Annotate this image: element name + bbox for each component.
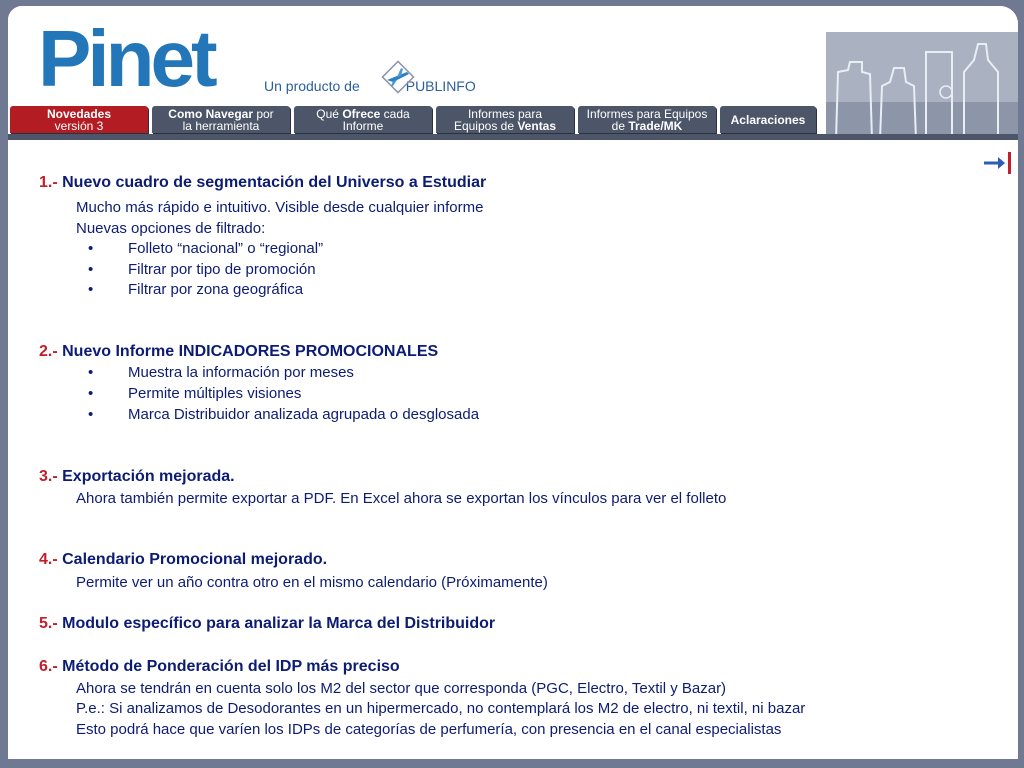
section-title: Nuevo Informe INDICADORES PROMOCIONALES	[62, 343, 439, 360]
tab-label: Novedades	[46, 106, 112, 121]
section-number: 5.-	[39, 615, 58, 632]
section-5-heading	[39, 615, 495, 633]
bullet-glyph: •	[88, 406, 94, 423]
tab-sublabel	[578, 120, 716, 132]
section-6-line: Ahora se tendrán en cuenta solo los M2 del sector que corresponda (PGC, Electro, Textil y Bazar)	[76, 680, 727, 697]
header	[8, 6, 1018, 140]
list-item-text: Filtrar por tipo de promoción	[128, 261, 316, 278]
section-title: Calendario Promocional mejorado.	[62, 551, 328, 568]
bullet-glyph: •	[88, 385, 94, 402]
tab-label	[294, 108, 432, 120]
tab-aclaraciones[interactable]	[720, 106, 816, 133]
tab-label: Aclaraciones	[730, 112, 806, 127]
section-3-heading	[39, 468, 235, 486]
tab-label-bold: Ofrece	[342, 106, 381, 121]
list-item-text: Permite múltiples visiones	[128, 385, 302, 402]
section-number: 2.-	[39, 343, 58, 360]
bullet-glyph: •	[88, 261, 94, 278]
tab-informes-trade-mk[interactable]	[578, 106, 716, 133]
bottles-illustration	[826, 32, 1018, 140]
tab-sublabel: Informe	[342, 118, 384, 133]
list-item-text: Marca Distribuidor analizada agrupada o desglosada	[128, 406, 480, 423]
tab-novedades[interactable]	[10, 106, 148, 133]
main-content	[8, 140, 1018, 759]
section-title: Nuevo cuadro de segmentación del Universo a Estudiar	[62, 174, 487, 191]
tab-como-navegar[interactable]	[152, 106, 290, 133]
tab-sublabel-a: Equipos de	[453, 118, 518, 133]
tab-sublabel-bold: Ventas	[517, 118, 557, 133]
tab-sublabel	[436, 120, 574, 132]
section-1-heading	[39, 174, 486, 192]
section-6-line: Esto podrá hace que varíen los IDPs de categorías de perfumería, con presencia en el canal especialistas	[76, 721, 782, 738]
tab-que-ofrece[interactable]	[294, 106, 432, 133]
list-item	[88, 240, 323, 257]
section-1-line: Mucho más rápido e intuitivo. Visible desde cualquier informe	[76, 199, 484, 216]
tab-label: Informes para Equipos	[586, 106, 708, 121]
tab-informes-ventas[interactable]	[436, 106, 574, 133]
section-number: 6.-	[39, 658, 58, 675]
section-number: 4.-	[39, 551, 58, 568]
tab-sublabel: la herramienta	[182, 118, 260, 133]
tagline	[264, 78, 476, 94]
list-item	[88, 385, 301, 402]
list-item	[88, 364, 354, 381]
section-number: 1.-	[39, 174, 58, 191]
section-1-line: Nuevas opciones de filtrado:	[76, 220, 266, 237]
list-item-text: Muestra la información por meses	[128, 364, 354, 381]
header-products-image	[826, 32, 1018, 140]
tab-label-a: Qué	[316, 106, 343, 121]
section-2-heading	[39, 343, 438, 361]
list-item-text: Folleto “nacional” o “regional”	[128, 240, 324, 257]
tab-label-bold: Como Navegar	[168, 106, 253, 121]
tab-sublabel-bold: Trade/MK	[628, 118, 683, 133]
tagline-prefix: Un producto de	[264, 78, 360, 94]
list-item	[88, 281, 303, 298]
section-6-line: P.e.: Si analizamos de Desodorantes en un hipermercado, no contemplará los M2 de electro, ni textil, ni bazar	[76, 700, 806, 717]
section-6-heading	[39, 658, 400, 676]
list-item	[88, 261, 316, 278]
publinfo-plane-icon	[381, 60, 415, 94]
pinet-logo[interactable]	[38, 16, 214, 102]
list-item-text: Filtrar por zona geográfica	[128, 281, 304, 298]
tab-label	[152, 108, 290, 120]
section-title: Exportación mejorada.	[62, 468, 235, 485]
section-number: 3.-	[39, 468, 58, 485]
logo-text: Pinet	[38, 14, 214, 103]
tab-label-rest: por	[253, 106, 274, 121]
tagline-brand: PUBLINFO	[405, 78, 476, 94]
tab-sublabel: versión 3	[54, 118, 104, 133]
tab-label: Informes para	[467, 106, 543, 121]
section-4-line: Permite ver un año contra otro en el mismo calendario (Próximamente)	[76, 574, 548, 591]
tab-label-c: cada	[380, 106, 410, 121]
section-title: Modulo específico para analizar la Marca del Distribuidor	[62, 615, 496, 632]
tab-sublabel-a: de	[611, 118, 629, 133]
bullet-glyph: •	[88, 240, 94, 257]
section-3-line: Ahora también permite exportar a PDF. En Excel ahora se exportan los vínculos para ver el folleto	[76, 490, 727, 507]
nav-tabs	[10, 106, 822, 134]
bullet-glyph: •	[88, 281, 94, 298]
bullet-glyph: •	[88, 364, 94, 381]
section-4-heading	[39, 551, 327, 569]
next-arrow-icon[interactable]	[984, 152, 1012, 174]
page-frame	[8, 6, 1018, 759]
list-item	[88, 406, 479, 423]
section-title: Método de Ponderación del IDP más preciso	[62, 658, 400, 675]
